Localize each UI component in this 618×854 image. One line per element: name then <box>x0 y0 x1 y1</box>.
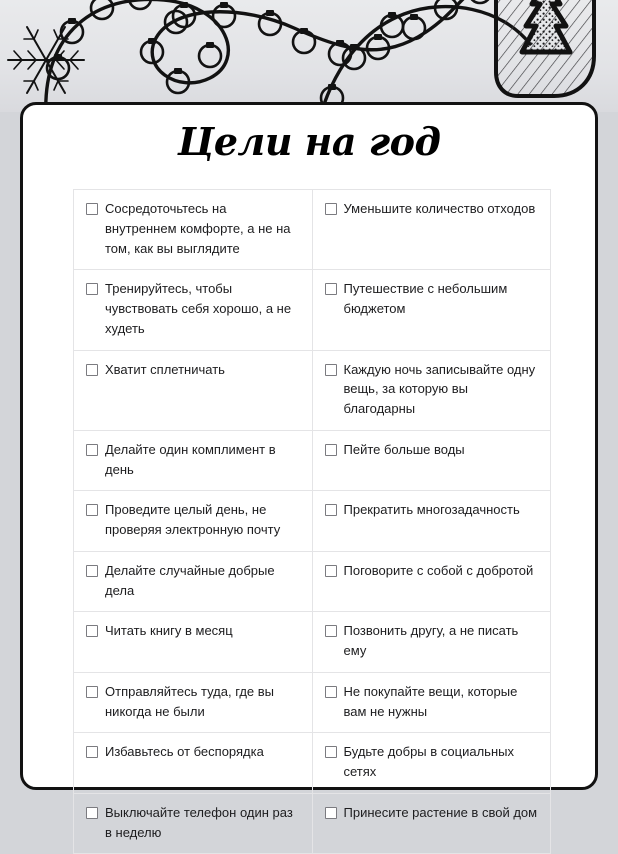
checkbox-icon[interactable] <box>86 565 98 577</box>
table-row <box>74 491 551 552</box>
checklist-cell-left[interactable] <box>74 672 313 733</box>
checklist-item-label: Уменьшите количество отходов <box>343 201 536 216</box>
checklist-body <box>74 190 551 854</box>
checklist-cell-right[interactable] <box>312 672 551 733</box>
checkbox-icon[interactable] <box>325 364 337 376</box>
checklist-item-label: Принесите растение в свой дом <box>343 804 538 820</box>
checklist-item-label: Отправляйтесь туда, где вы никогда не были <box>105 683 275 719</box>
table-row <box>74 733 551 794</box>
checkbox-icon[interactable] <box>86 444 98 456</box>
table-row <box>74 612 551 673</box>
checklist-cell-right[interactable] <box>312 190 551 270</box>
checklist-cell-right[interactable] <box>312 491 551 552</box>
checkbox-icon[interactable] <box>86 625 98 637</box>
page-title: Цели на год <box>177 119 441 164</box>
checklist-cell-left[interactable] <box>74 430 313 491</box>
checklist-item-label: Делайте случайные добрые дела <box>105 562 275 598</box>
checklist-cell-left[interactable] <box>74 551 313 612</box>
checkbox-icon[interactable] <box>325 283 337 295</box>
checklist-cell-right[interactable] <box>312 551 551 612</box>
checkbox-icon[interactable] <box>325 686 337 698</box>
checkbox-icon[interactable] <box>86 364 98 376</box>
checklist-item-label: Сосредоточьтесь на внутреннем комфорте, а не на том, как вы выглядите <box>105 201 291 256</box>
checklist-cell-right[interactable] <box>312 793 551 854</box>
goals-checklist-table <box>73 189 551 854</box>
checkbox-icon[interactable] <box>325 625 337 637</box>
checklist-item-label: Выключайте телефон один раз в неделю <box>105 804 293 840</box>
checklist-cell-left[interactable] <box>74 190 313 270</box>
checklist-item-label: Путешествие с небольшим бюджетом <box>343 281 508 316</box>
checklist-item-label: Пейте больше воды <box>343 441 465 457</box>
table-row <box>74 270 551 350</box>
checkbox-icon[interactable] <box>325 807 337 819</box>
table-row <box>74 551 551 612</box>
checklist-cell-left[interactable] <box>74 733 313 794</box>
checkbox-icon[interactable] <box>86 283 98 295</box>
checklist-cell-left[interactable] <box>74 350 313 430</box>
checkbox-icon[interactable] <box>86 746 98 758</box>
table-row <box>74 350 551 430</box>
checklist-cell-right[interactable] <box>312 733 551 794</box>
checklist-item-label: Делайте один комплимент в день <box>105 441 276 477</box>
table-row <box>74 190 551 270</box>
checkbox-icon[interactable] <box>86 807 98 819</box>
checklist-cell-left[interactable] <box>74 491 313 552</box>
table-row <box>74 793 551 854</box>
checkbox-icon[interactable] <box>86 203 98 215</box>
checklist-item-label: Каждую ночь записывайте одну вещь, за которую вы благодарны <box>343 361 536 416</box>
checklist-cell-right[interactable] <box>312 350 551 430</box>
checklist-item-label: Прекратить многозадачность <box>343 502 520 518</box>
checklist-cell-right[interactable] <box>312 612 551 673</box>
checklist-item-label: Поговорите с собой с добротой <box>343 562 534 578</box>
checklist-item-label: Позвонить другу, а не писать ему <box>343 623 519 658</box>
checklist-item-label: Будьте добры в социальных сетях <box>343 744 514 779</box>
checkbox-icon[interactable] <box>325 504 337 516</box>
checklist-cell-left[interactable] <box>74 793 313 854</box>
checklist-item-label: Хватит сплетничать <box>105 361 225 377</box>
checklist-item-label: Тренируйтесь, чтобы чувствовать себя хорошо, а не худеть <box>105 281 292 336</box>
checklist-item-label: Не покупайте вещи, которые вам не нужны <box>343 683 518 719</box>
checkbox-icon[interactable] <box>325 444 337 456</box>
decorative-header-band <box>0 0 618 112</box>
checkbox-icon[interactable] <box>325 203 337 215</box>
checkbox-icon[interactable] <box>86 686 98 698</box>
christmas-stocking-icon <box>482 0 614 114</box>
checklist-cell-left[interactable] <box>74 612 313 673</box>
checkbox-icon[interactable] <box>325 746 337 758</box>
checklist-cell-right[interactable] <box>312 430 551 491</box>
checklist-item-label: Проведите целый день, не проверяя электронную почту <box>105 502 281 537</box>
checkbox-icon[interactable] <box>325 565 337 577</box>
checklist-item-label: Избавьтесь от беспорядка <box>105 744 264 760</box>
checklist-cell-right[interactable] <box>312 270 551 350</box>
checkbox-icon[interactable] <box>86 504 98 516</box>
table-row <box>74 672 551 733</box>
checklist-item-label: Читать книгу в месяц <box>105 623 233 639</box>
table-row <box>74 430 551 491</box>
goals-card <box>20 102 598 840</box>
checklist-cell-left[interactable] <box>74 270 313 350</box>
